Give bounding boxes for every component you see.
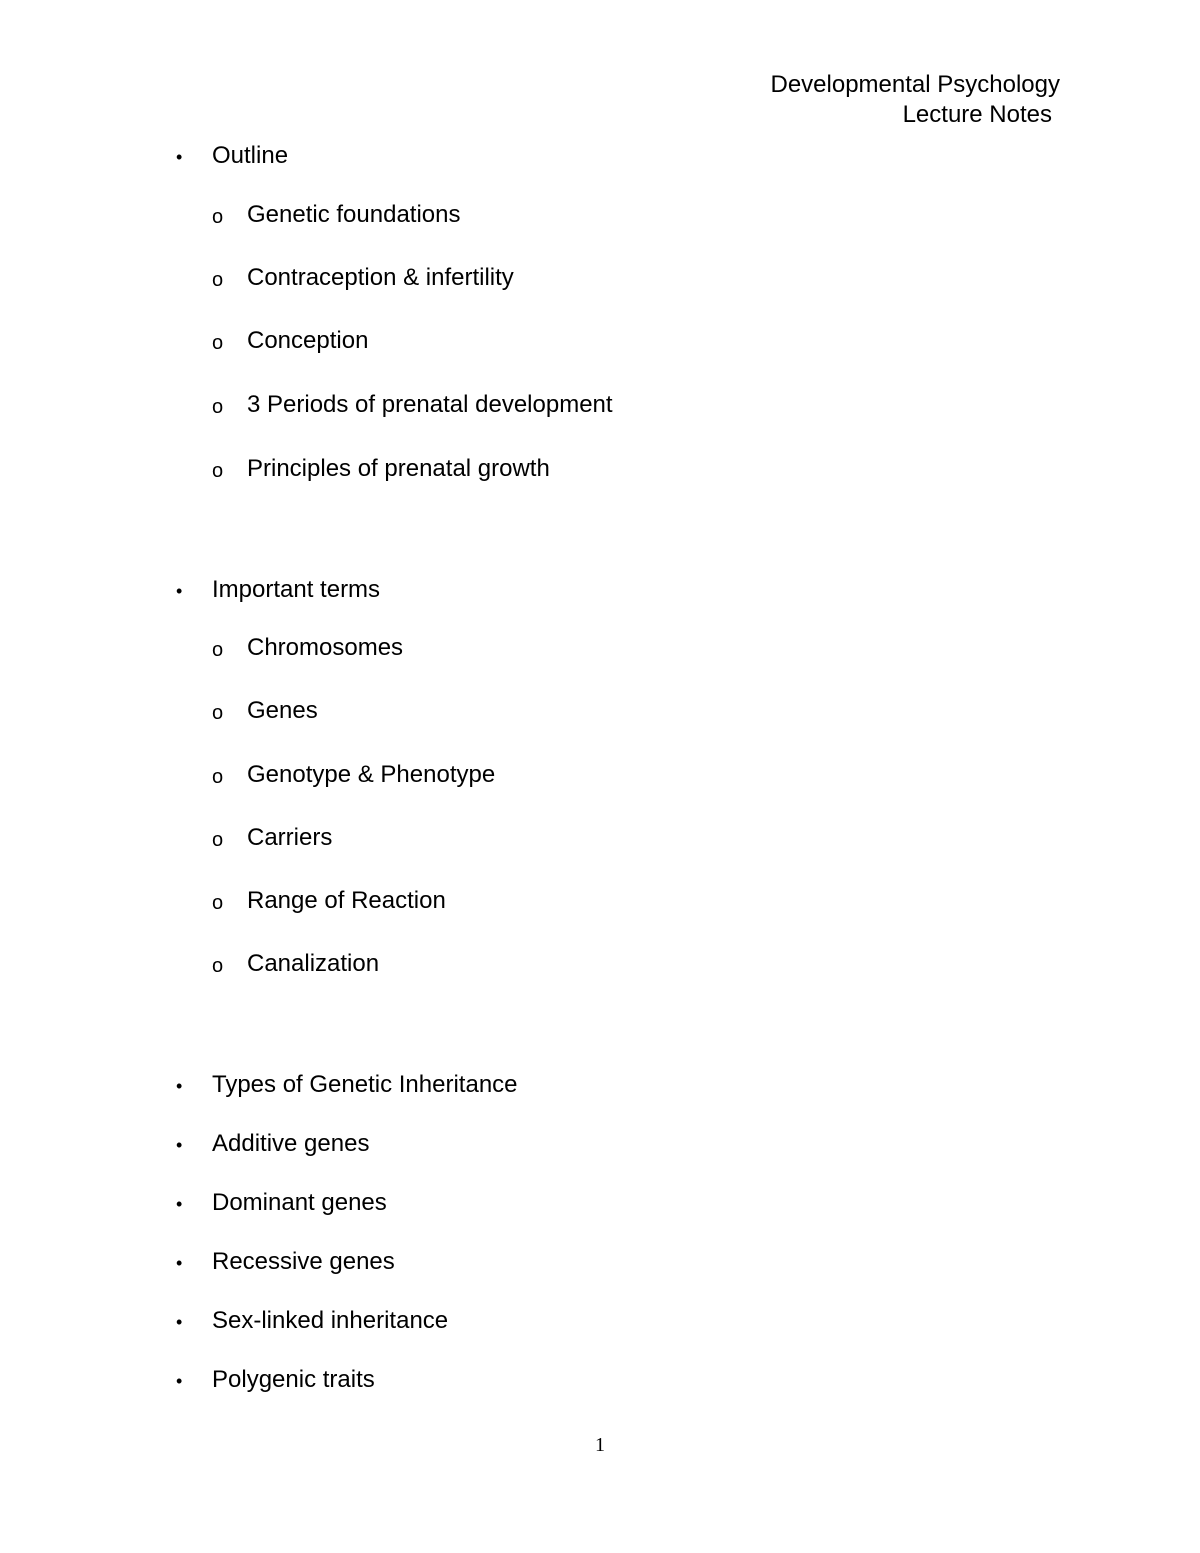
term-item xyxy=(212,633,403,663)
term-item-text: Genotype & Phenotype xyxy=(247,761,496,788)
outline-item xyxy=(212,390,613,420)
bullet-icon: • xyxy=(176,1076,183,1096)
bullet-icon: • xyxy=(176,1194,183,1214)
inheritance-item xyxy=(176,1247,395,1277)
term-item xyxy=(212,886,446,916)
inheritance-item-text: Sex-linked inheritance xyxy=(212,1307,449,1334)
outline-heading xyxy=(176,141,288,171)
sub-bullet-icon: o xyxy=(212,955,224,977)
term-item-text: Range of Reaction xyxy=(247,887,446,914)
sub-bullet-icon: o xyxy=(212,639,224,661)
bullet-icon: • xyxy=(176,1312,183,1332)
outline-item xyxy=(212,200,460,230)
header-subtitle: Lecture Notes xyxy=(902,101,1052,128)
outline-item-text: Contraception & infertility xyxy=(247,264,514,291)
sub-bullet-icon: o xyxy=(212,206,224,228)
inheritance-item xyxy=(176,1070,518,1100)
bullet-icon: • xyxy=(176,147,183,167)
inheritance-item-text: Additive genes xyxy=(212,1130,370,1157)
term-item xyxy=(212,949,379,979)
bullet-icon: • xyxy=(176,1371,183,1391)
outline-item-text: 3 Periods of prenatal development xyxy=(247,391,613,418)
term-item-text: Carriers xyxy=(247,824,333,851)
inheritance-item-text: Dominant genes xyxy=(212,1189,387,1216)
sub-bullet-icon: o xyxy=(212,332,224,354)
term-item xyxy=(212,696,318,726)
sub-bullet-icon: o xyxy=(212,269,224,291)
sub-bullet-icon: o xyxy=(212,829,224,851)
sub-bullet-icon: o xyxy=(212,460,224,482)
bullet-icon: • xyxy=(176,581,183,601)
outline-item xyxy=(212,263,514,293)
outline-item xyxy=(212,326,368,356)
bullet-icon: • xyxy=(176,1253,183,1273)
sub-bullet-icon: o xyxy=(212,702,224,724)
sub-bullet-icon: o xyxy=(212,892,224,914)
inheritance-item xyxy=(176,1129,369,1159)
outline-heading-text: Outline xyxy=(212,142,289,169)
outline-item-text: Principles of prenatal growth xyxy=(247,455,550,482)
important-terms-heading-text: Important terms xyxy=(212,576,381,603)
term-item-text: Chromosomes xyxy=(247,634,404,661)
document-header xyxy=(771,70,1061,130)
outline-item xyxy=(212,454,550,484)
term-item-text: Canalization xyxy=(247,950,380,977)
sub-bullet-icon: o xyxy=(212,766,224,788)
bullet-icon: • xyxy=(176,1135,183,1155)
important-terms-heading xyxy=(176,575,380,605)
term-item xyxy=(212,823,332,853)
page-number: 1 xyxy=(595,1434,605,1456)
outline-item-text: Conception xyxy=(247,327,369,354)
inheritance-item-text: Recessive genes xyxy=(212,1248,395,1275)
inheritance-item-text: Polygenic traits xyxy=(212,1366,375,1393)
outline-item-text: Genetic foundations xyxy=(247,201,461,228)
inheritance-item xyxy=(176,1365,375,1395)
term-item-text: Genes xyxy=(247,697,318,724)
sub-bullet-icon: o xyxy=(212,396,224,418)
header-title: Developmental Psychology xyxy=(770,71,1060,98)
inheritance-item xyxy=(176,1188,387,1218)
term-item xyxy=(212,760,495,790)
inheritance-item-text: Types of Genetic Inheritance xyxy=(212,1071,518,1098)
inheritance-item xyxy=(176,1306,448,1336)
